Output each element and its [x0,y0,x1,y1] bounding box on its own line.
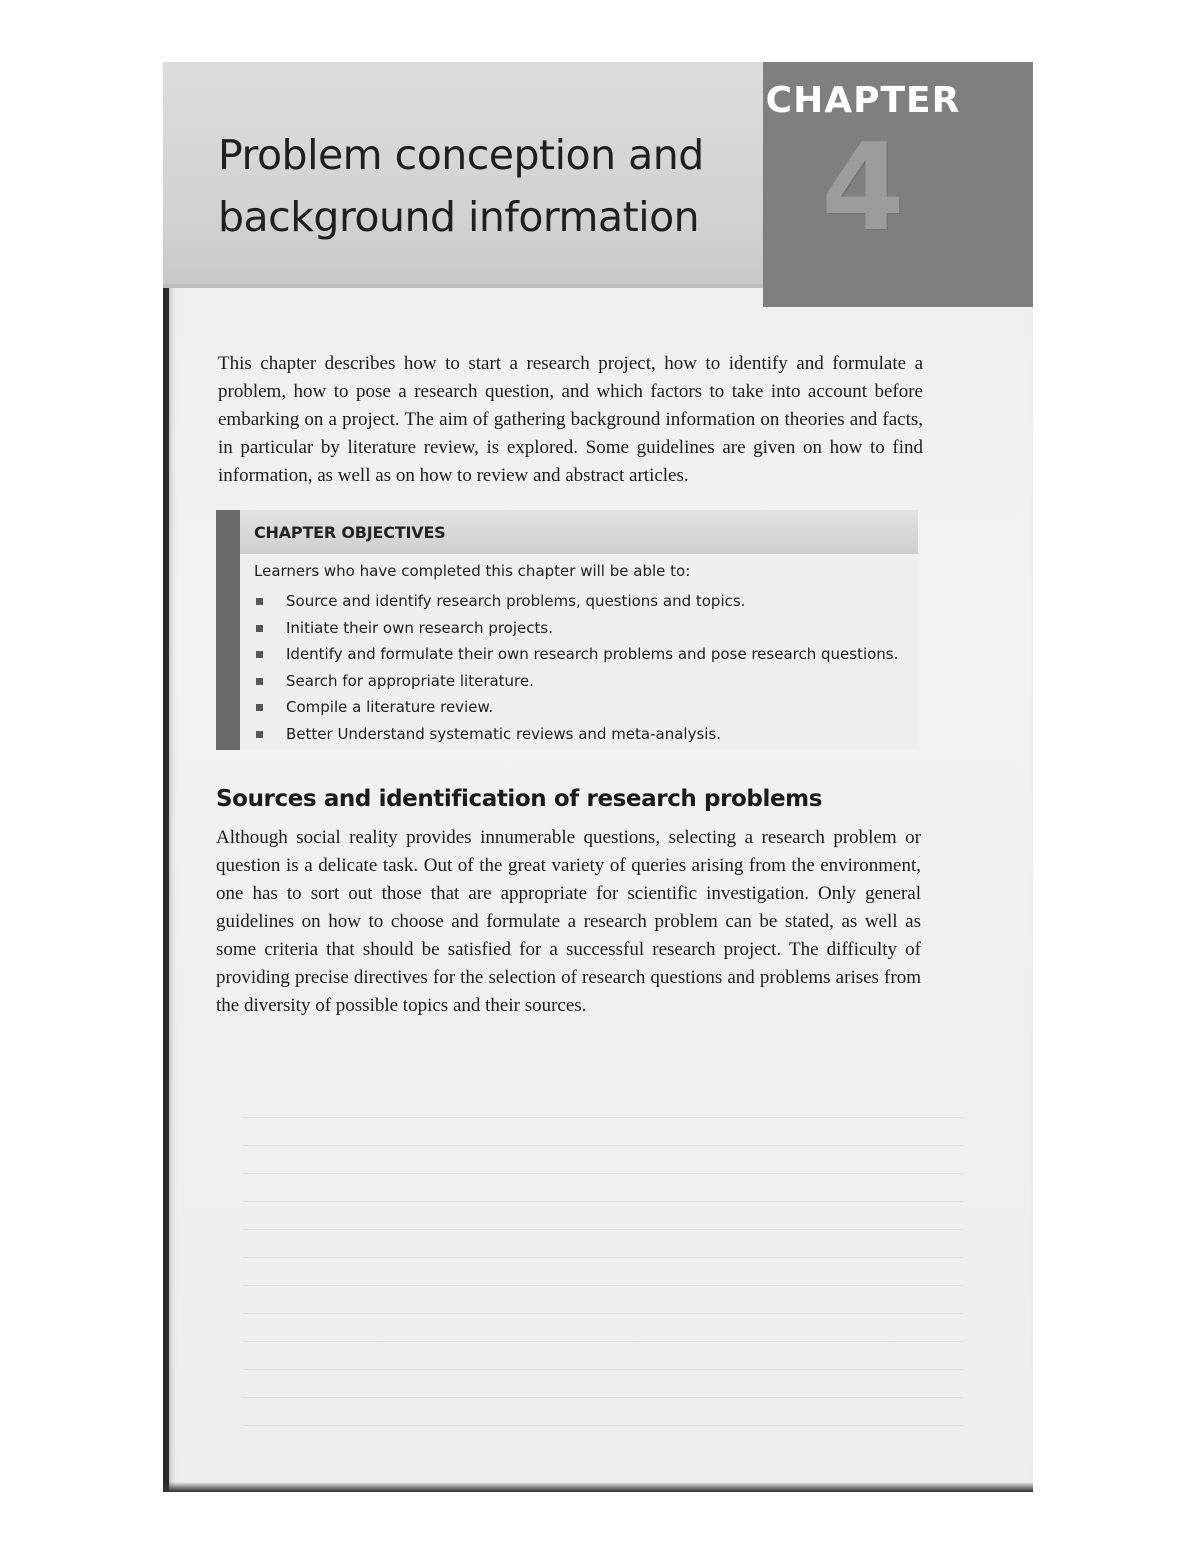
chapter-header-band [163,62,763,288]
chapter-objectives-box [216,510,918,750]
objective-item [254,694,904,721]
square-bullet-icon [256,678,263,685]
objective-item [254,615,904,642]
objective-text: Search for appropriate literature. [286,671,534,690]
bleed-through-text [243,1092,963,1428]
chapter-number-box [763,62,1033,307]
chapter-title [218,124,758,248]
objective-text: Better Understand systematic reviews and meta-analysis. [286,724,722,743]
book-page [163,62,1033,1492]
chapter-title-line-2: background information [218,193,700,241]
objective-text: Compile a literature review. [286,698,494,716]
square-bullet-icon [256,704,263,711]
page-bottom-shadow [163,1482,1033,1492]
section-paragraph: Although social reality provides innumerable questions, selecting a research problem or question is a delicate task. Out of the great variety of queries arising from the environment, one has to sort out those that are appropriate for scientific investigation. Only general guidelines on how to choose and formulate a research problem can be stated, as well as some criteria that should be satisfied for a successful research project. The difficulty of providing precise directives for the selection of research questions and problems arises from the diversity of possible topics and their sources. [216,827,921,1016]
square-bullet-icon [256,651,263,658]
objective-item [254,668,904,695]
objective-item [254,588,904,615]
chapter-title-line-1: Problem conception and [218,131,704,179]
objective-text: Identify and formulate their own research problems and pose research questions. [286,645,899,663]
objective-text: Source and identify research problems, questions and topics. [286,592,746,610]
objectives-list [254,588,904,747]
objectives-intro: Learners who have completed this chapter will be able to: [254,562,691,580]
chapter-intro-paragraph: This chapter describes how to start a research project, how to identify and formulate a problem, how to pose a research question, and which factors to take into account before embarking on a project. The aim of gathering background information on theories and facts, in particular by literature review, is explored. Some guidelines are given on how to find information, as well as on how to review and abstract articles. [218,353,923,486]
objective-text: Initiate their own research projects. [286,618,553,637]
objective-item [254,721,904,748]
objective-item [254,641,904,668]
objectives-header [240,510,918,554]
square-bullet-icon [256,625,263,632]
objectives-title: CHAPTER OBJECTIVES [254,523,446,542]
chapter-number: 4 [821,119,905,258]
square-bullet-icon [256,731,263,738]
square-bullet-icon [256,598,263,605]
section-heading: Sources and identification of research problems [216,786,823,812]
chapter-label: CHAPTER [765,80,961,121]
objectives-side-bar [216,510,240,750]
